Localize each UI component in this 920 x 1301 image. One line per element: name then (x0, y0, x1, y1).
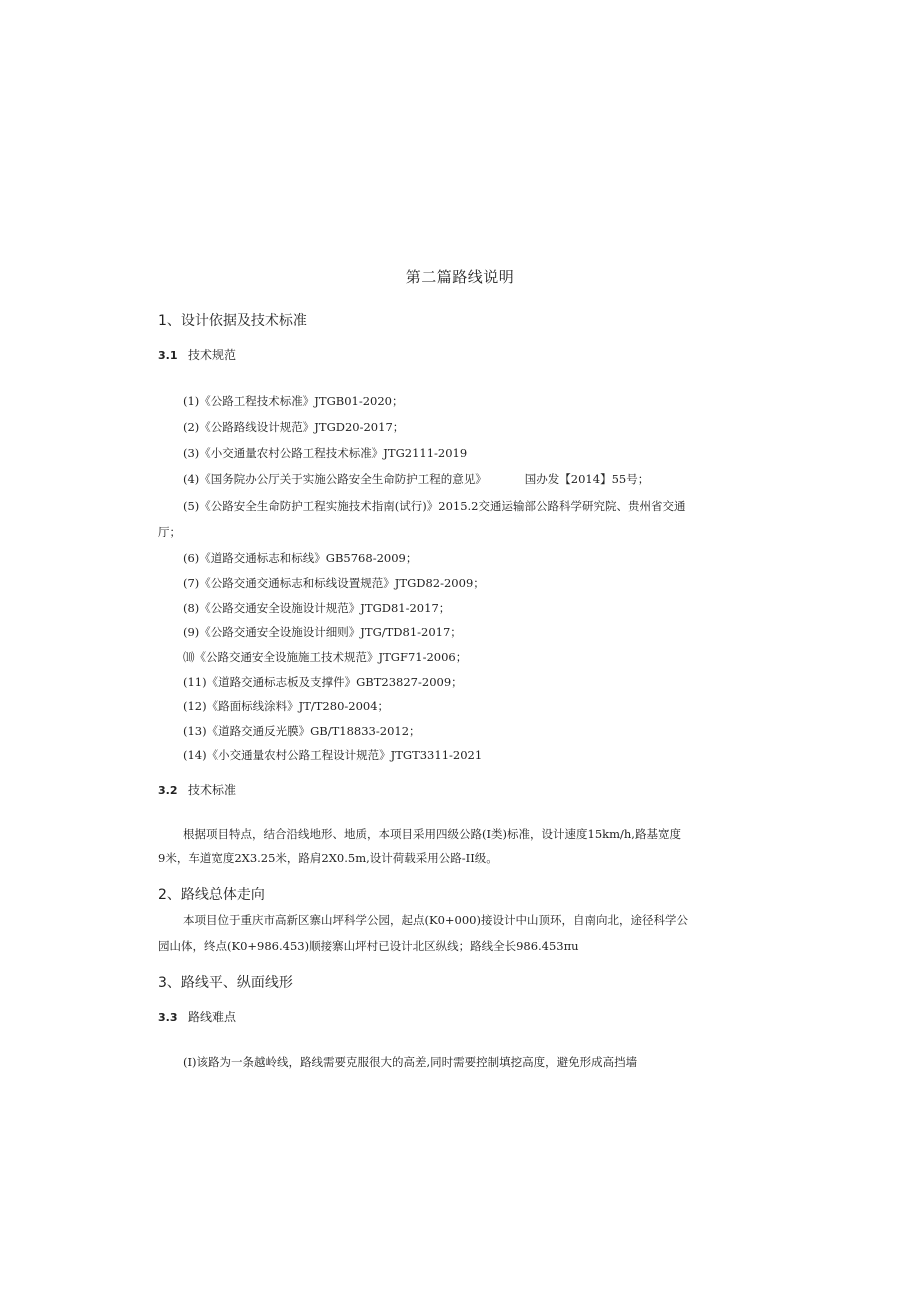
difficulty-item-1: (I)该路为一条越岭线，路线需要克服很大的高差,同时需要控制填挖高度，避免形成高挡墙 (183, 1055, 638, 1069)
subsection-3-3-heading (158, 1008, 236, 1025)
spec-item-7: (7)《公路交通交通标志和标线设置规范》JTGD82-2009； (183, 576, 485, 590)
standard-paragraph-line-2: 9米，车道宽度2X3.25米，路肩2X0.5m,设计荷载采用公路-II级。 (158, 851, 498, 865)
spec-item-14: (14)《小交通量农村公路工程设计规范》JTGT3311-2021 (183, 748, 483, 762)
subsection-label: 路线难点 (188, 1010, 237, 1024)
spec-item-5-continued: 厅； (158, 525, 181, 539)
spec-item-3: (3)《小交通量农村公路工程技术标准》JTG2111-2019 (183, 446, 468, 460)
route-paragraph-line-1: 本项目位于重庆市高新区寨山坪科学公园，起点(K0+000)接设计中山顶环，自南向北，途径科学公 (183, 913, 688, 927)
subsection-3-1-heading (158, 346, 236, 363)
subsection-number: 3.3 (158, 1011, 178, 1024)
section-1-heading: 1、设计依据及技术标准 (158, 313, 307, 329)
standard-paragraph-line-1: 根据项目特点，结合沿线地形、地质，本项目采用四级公路(I类)标准，设计速度15km/h,路基宽度 (183, 827, 681, 841)
subsection-3-2-heading (158, 781, 236, 798)
section-3-heading: 3、路线平、纵面线形 (158, 975, 293, 991)
spec-item-12: (12)《路面标线涂料》JT/T280-2004； (183, 699, 390, 713)
page-title: 第二篇路线说明 (405, 268, 515, 286)
subsection-number: 3.2 (158, 784, 178, 797)
spec-item-4-title: (4)《国务院办公厅关于实施公路安全生命防护工程的意见》 (183, 472, 487, 486)
spec-item-5: (5)《公路安全生命防护工程实施技术指南(试行)》2015.2交通运输部公路科学研究院、贵州省交通 (183, 499, 686, 513)
subsection-label: 技术标准 (188, 783, 237, 797)
spec-item-4 (183, 471, 649, 487)
spec-item-1: (1)《公路工程技术标准》JTGB01-2020； (183, 394, 404, 408)
spec-item-11: (11)《道路交通标志板及支撑件》GBT23827-2009； (183, 675, 463, 689)
route-paragraph-line-2: 园山体，终点(K0+986.453)顺接寨山坪村已设计北区纵线；路线全长986.453πu (158, 939, 579, 953)
subsection-label: 技术规范 (188, 348, 237, 362)
spec-item-10: ⑽《公路交通安全设施施工技术规范》JTGF71-2006； (183, 650, 468, 664)
subsection-number: 3.1 (158, 349, 178, 362)
spec-item-8: (8)《公路交通安全设施设计规范》JTGD81-2017； (183, 601, 451, 615)
spec-item-2: (2)《公路路线设计规范》JTGD20-2017； (183, 420, 405, 434)
spec-item-4-doc-number: 国办发【2014】55号； (524, 472, 650, 486)
section-2-heading: 2、路线总体走向 (158, 887, 265, 903)
spec-item-6: (6)《道路交通标志和标线》GB5768-2009； (183, 551, 418, 565)
spec-item-9: (9)《公路交通安全设施设计细则》JTG/TD81-2017； (183, 625, 462, 639)
spec-item-13: (13)《道路交通反光膜》GB/T18833-2012； (183, 724, 421, 738)
